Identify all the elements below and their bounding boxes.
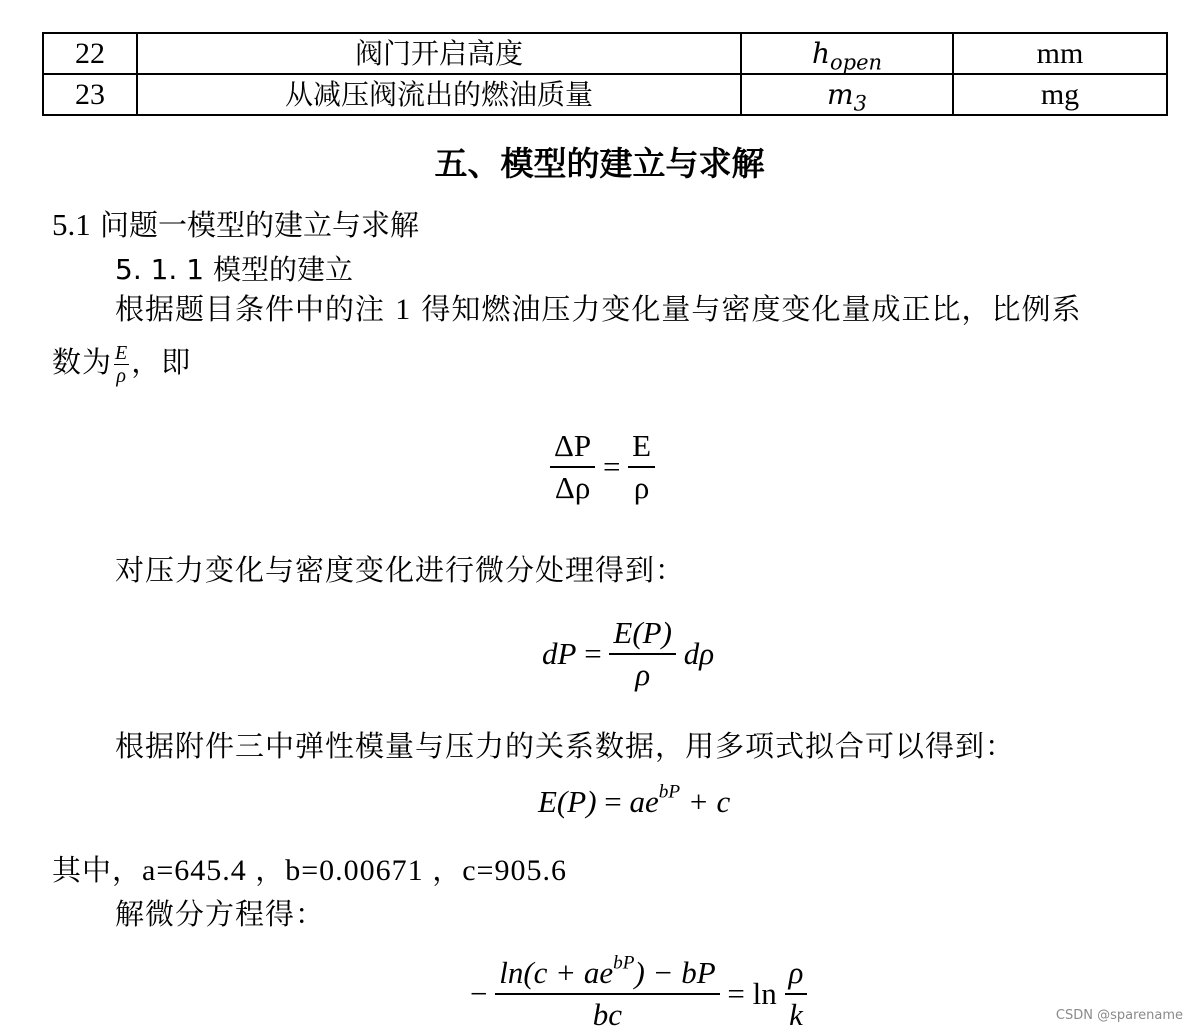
variable-table: [42, 32, 1168, 116]
paragraph-line: 根据附件三中弹性模量与压力的关系数据，用多项式拟合可以得到：: [115, 729, 1016, 763]
row-symbol: $m_3$: [741, 74, 953, 115]
row-description: 从减压阀流出的燃油质量: [137, 74, 741, 115]
subsection-heading: 5.1 问题一模型的建立与求解: [52, 207, 419, 242]
row-description: 阀门开启高度: [137, 33, 741, 74]
subsubsection-heading: 5. 1. 1 模型的建立: [115, 253, 353, 286]
paragraph-line: 解微分方程得：: [115, 897, 326, 931]
paragraph-line: 数为 $\frac{E}{\rho}$ ，即: [52, 341, 192, 387]
section-title: 五、模型的建立与求解: [434, 144, 765, 183]
equation-3: $E(P) = ae^{bP} + c$: [538, 781, 731, 819]
row-unit: mg: [953, 74, 1167, 115]
row-unit: mm: [953, 33, 1167, 74]
table-row: [43, 74, 1167, 115]
equation-4: − $\frac{\ln(c + ae^{bP}) - bP}{bc}$ = ln $\frac{\rho}{k}$: [470, 955, 807, 1033]
row-number: 23: [43, 74, 137, 115]
parameters-line: 其中，a=645.4 ，b=0.00671 ，c=905.6: [52, 853, 567, 887]
row-number: 22: [43, 33, 137, 74]
table-row: [43, 33, 1167, 74]
paragraph-line: 根据题目条件中的注 1 得知燃油压力变化量与密度变化量成正比，比例系: [115, 292, 1082, 326]
inline-fraction: $\frac{E}{\rho}$: [115, 341, 129, 387]
equation-1: $\frac{\Delta P}{\Delta\rho}$ = $\frac{E}{\rho}$: [550, 428, 655, 506]
watermark: CSDN @sparename: [1055, 1008, 1183, 1023]
paragraph-line: 对压力变化与密度变化进行微分处理得到：: [115, 553, 686, 587]
row-symbol: $h_{open}$: [741, 33, 953, 74]
equation-2: dP = $\frac{E(P)}{\rho}$ dρ: [542, 615, 715, 692]
